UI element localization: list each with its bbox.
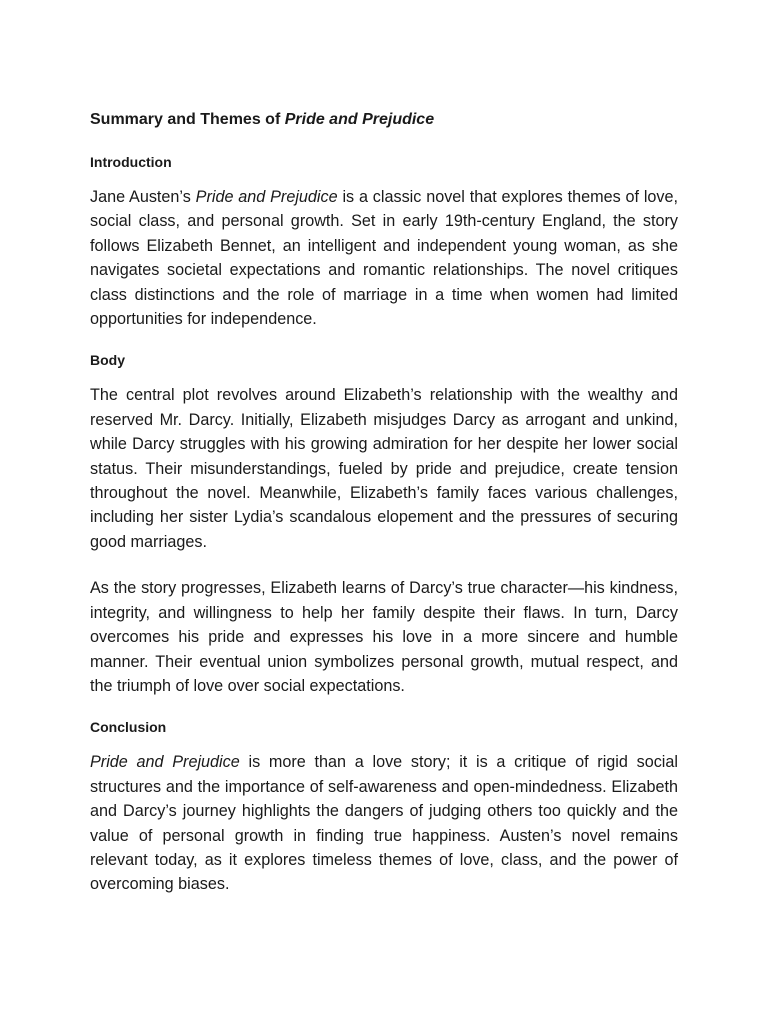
conclusion-text: is more than a love story; it is a critique of rigid social structures and the importance of self-awareness and open-mindedness. Elizabeth and Darcy’s journey highlights the dangers of judging others too quickly and the value of personal growth in finding true happiness. Austen’s novel remains relevant today, as it explores timeless themes of love, class, and the power of overcoming biases. (90, 753, 679, 894)
document-page (90, 109, 678, 919)
intro-book-title: Pride and Prejudice (195, 188, 338, 206)
introduction-paragraph (90, 185, 678, 331)
intro-text-after: is a classic novel that explores themes of love, social class, and personal growth. Set in early 19th-century England, the story follows Elizabeth Bennet, an intelligent and independent young woman, as she navigates societal expectations and romantic relationships. The novel critiques class distinctions and the role of marriage in a time when women had limited opportunities for independence. (90, 188, 679, 329)
conclusion-paragraph (90, 750, 678, 896)
document-title (90, 109, 678, 131)
intro-text-before: Jane Austen’s (90, 188, 196, 206)
title-italic: Pride and Prejudice (284, 111, 435, 128)
title-prefix: Summary and Themes of (90, 111, 285, 128)
conclusion-book-title: Pride and Prejudice (90, 753, 240, 772)
section-heading-introduction: Introduction (90, 154, 172, 170)
body-paragraph-1: The central plot revolves around Elizabeth’s relationship with the wealthy and reserved Mr. Darcy. Initially, Elizabeth misjudges Darcy as arrogant and unkind, while Darcy struggles with his growing admiration for her despite her lower social status. Their misunderstandings, fueled by pride and prejudice, create tension throughout the novel. Meanwhile, Elizabeth’s family faces various challenges, including her sister Lydia’s scandalous elopement and the pressures of securing good marriages. (90, 386, 678, 551)
section-heading-conclusion: Conclusion (90, 719, 167, 736)
section-heading-body: Body (90, 352, 125, 369)
body-paragraph-2: As the story progresses, Elizabeth learns of Darcy’s true character—his kindness, integrity, and willingness to help her family despite their flaws. In turn, Darcy overcomes his pride and expresses his love in a more sincere and humble manner. Their eventual union symbolizes personal growth, mutual respect, and the triumph of love over social expectations. (90, 579, 678, 695)
